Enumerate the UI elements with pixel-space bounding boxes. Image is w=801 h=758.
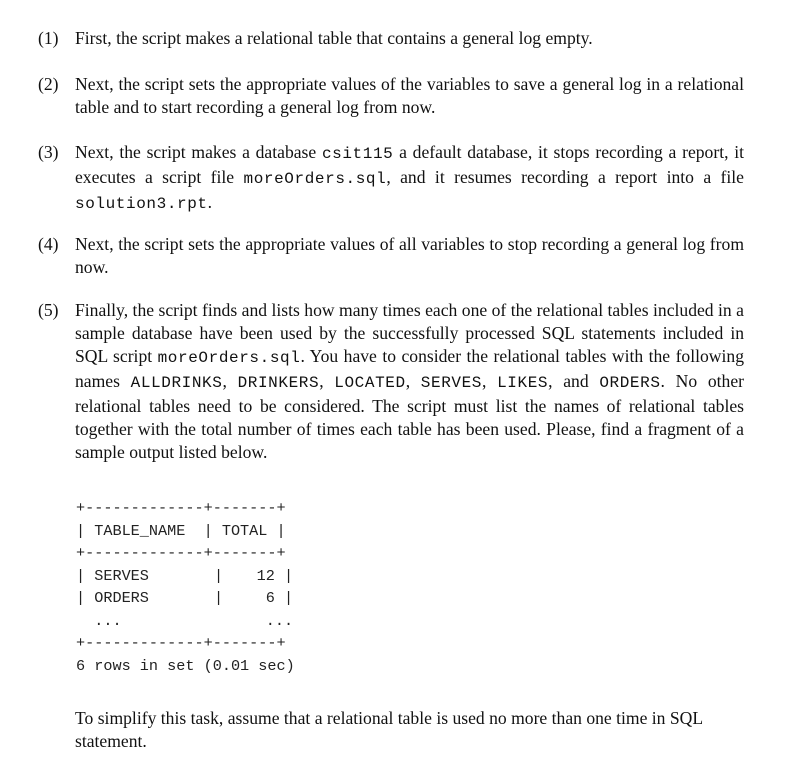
list-item-1	[38, 27, 744, 50]
text-run: ,	[222, 371, 238, 391]
table-row	[76, 565, 295, 588]
sample-output	[76, 497, 295, 677]
inline-code: SERVES	[420, 374, 483, 392]
row-total: 6 |	[265, 589, 294, 607]
text-run: ,	[482, 371, 498, 391]
text-run: , and it resumes recording a report into a file	[386, 167, 744, 187]
item-text	[75, 27, 744, 50]
table-border-top: +-------------+-------+	[76, 499, 286, 517]
inline-code: ALLDRINKS	[130, 374, 223, 392]
text-run: Next, the script sets the appropriate values of all variables to stop recording a general log from now.	[75, 234, 744, 277]
table-header: | TABLE_NAME | TOTAL |	[76, 521, 286, 540]
text-run: .	[207, 192, 213, 212]
item-number: (5)	[38, 300, 59, 320]
text-run: , and	[548, 371, 600, 391]
text-run: ,	[405, 371, 421, 391]
table-border-bottom: +-------------+-------+	[76, 634, 286, 652]
item-number: (1)	[38, 28, 59, 48]
table-border-mid: +-------------+-------+	[76, 544, 286, 562]
row-total: 12 |	[256, 566, 294, 585]
item-text	[75, 299, 744, 464]
closing-paragraph: To simplify this task, assume that a relational table is used no more than one time in SQL statement.	[75, 708, 703, 751]
inline-code: moreOrders.sql	[157, 349, 301, 367]
text-run: ,	[319, 371, 335, 391]
item-text	[75, 73, 744, 119]
table-row	[76, 587, 295, 610]
row-separator: |	[214, 566, 224, 585]
result-footer: 6 rows in set (0.01 sec)	[76, 656, 295, 675]
ellipsis-left: ...	[76, 611, 122, 630]
item-number: (3)	[38, 142, 59, 162]
item-text	[75, 233, 744, 279]
item-number: (2)	[38, 74, 59, 94]
inline-code: csit115	[321, 145, 394, 163]
row-table-name: | SERVES	[76, 566, 149, 585]
list-item-4	[38, 233, 744, 279]
inline-code: DRINKERS	[237, 374, 320, 392]
text-run: Finally, the script finds and lists how many times each one of the relational tables included in a sample database have been used by the successfully processed SQL statements included in SQL script	[75, 300, 744, 366]
inline-code: solution3.rpt	[75, 195, 208, 213]
text-run: Next, the script sets the appropriate values of the variables to save a general log in a relational table and to start recording a general log from now.	[75, 74, 744, 117]
item-number: (4)	[38, 234, 59, 254]
item-text	[75, 141, 744, 216]
inline-code: moreOrders.sql	[243, 170, 387, 188]
text-run: Next, the script makes a database	[75, 142, 322, 162]
inline-code: ORDERS	[599, 374, 661, 392]
row-separator: |	[214, 589, 224, 607]
ellipsis-right: ...	[265, 611, 294, 630]
list-item-2	[38, 73, 744, 119]
text-run: . You have to consider the relational tables with the following names	[75, 346, 744, 391]
list-item-5	[38, 299, 744, 464]
row-table-name: | ORDERS	[76, 589, 149, 607]
cropped-previous-line	[0, 0, 801, 6]
text-run: . No other relational tables need to be considered. The script must list the names of relational tables together with the total number of times each table has been used. Please, find a fragment of a sample output listed below.	[75, 371, 744, 462]
list-item-3	[38, 141, 744, 216]
text-run: First, the script makes a relational table that contains a general log empty.	[75, 28, 593, 48]
inline-code: LIKES	[497, 374, 549, 392]
text-run: a default database, it stops recording a report, it executes a script file	[75, 142, 745, 187]
table-ellipsis	[76, 610, 295, 633]
inline-code: LOCATED	[334, 374, 406, 392]
